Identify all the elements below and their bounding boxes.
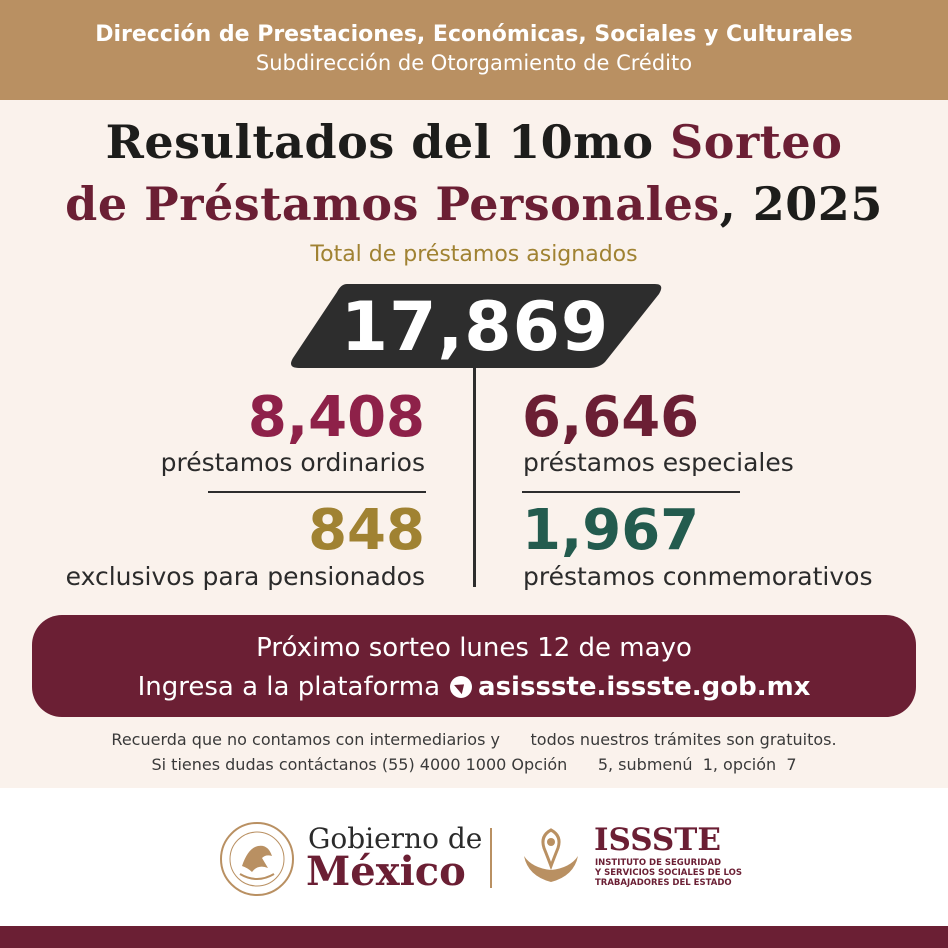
platform-url-link[interactable]: asissste.issste.gob.mx: [478, 672, 811, 702]
next-draw-banner: [32, 615, 916, 717]
mexico-seal-icon: [218, 820, 296, 898]
issste-subtitle: [595, 858, 742, 888]
footer: [0, 788, 948, 926]
center-divider: [473, 368, 476, 587]
title-line-1: [0, 115, 948, 169]
gobierno-line-1: Gobierno de: [308, 822, 483, 855]
header-line-1: Dirección de Prestaciones, Económicas, Sociales y Culturales: [95, 22, 853, 47]
title-line-2: [0, 177, 948, 231]
footer-bottom-bar: [0, 926, 948, 948]
stat-pensionados-value: 848: [308, 498, 425, 563]
issste-name: ISSSTE: [594, 822, 721, 858]
total-label: Total de préstamos asignados: [310, 242, 638, 267]
gobierno-line-2: México: [306, 848, 466, 895]
divider-left: [208, 491, 426, 493]
platform-line: [32, 672, 916, 702]
title-line-2-accent: de Préstamos Personales: [65, 177, 720, 231]
stat-especiales-value: 6,646: [522, 385, 700, 450]
note-line-2: Si tienes dudas contáctanos (55) 4000 1000 Opción 5, submenú 1, opción 7: [151, 755, 797, 774]
note-line-1: Recuerda que no contamos con intermediarios y todos nuestros trámites son gratuitos.: [111, 730, 837, 749]
divider-right: [522, 491, 740, 493]
title-line-2-dark: , 2025: [719, 177, 883, 231]
issste-subtitle-line-2: Y SERVICIOS SOCIALES DE LOS: [595, 868, 742, 878]
stat-conmemorativos-label: préstamos conmemorativos: [523, 562, 873, 591]
footer-separator: [490, 828, 492, 888]
issste-subtitle-line-1: INSTITUTO DE SEGURIDAD: [595, 858, 722, 868]
platform-prefix: Ingresa a la plataforma: [137, 672, 441, 702]
stat-ordinarios-value: 8,408: [247, 385, 425, 450]
cursor-click-icon: [450, 676, 472, 698]
stat-pensionados-label: exclusivos para pensionados: [65, 562, 425, 591]
stat-conmemorativos-value: 1,967: [522, 498, 700, 563]
total-value: 17,869: [340, 288, 610, 367]
stat-especiales-label: préstamos especiales: [523, 448, 794, 477]
title-line-1-accent: Sorteo: [670, 115, 843, 169]
header-line-2: Subdirección de Otorgamiento de Crédito: [255, 51, 693, 75]
next-draw-text: Próximo sorteo lunes 12 de mayo: [256, 633, 692, 663]
total-box: [287, 282, 663, 370]
header-banner: [0, 0, 948, 100]
stat-ordinarios-label: préstamos ordinarios: [160, 448, 425, 477]
issste-hands-logo-icon: [518, 822, 584, 888]
issste-subtitle-line-3: TRABAJADORES DEL ESTADO: [595, 878, 732, 888]
title-line-1-dark: Resultados del 10mo: [105, 115, 671, 169]
